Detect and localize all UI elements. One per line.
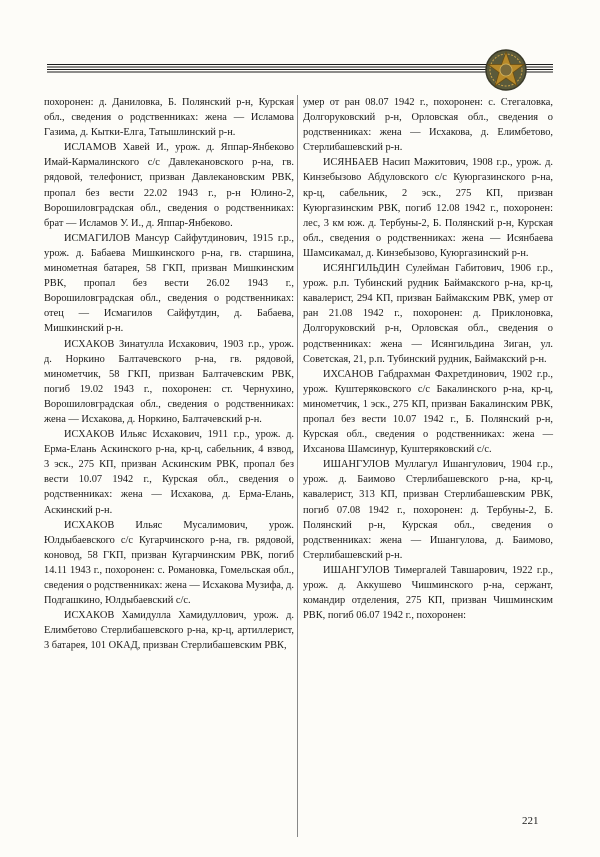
entry-continuation: умер от ран 08.07 1942 г., похоронен: с. Стегаловка, Долгоруковский р-н, Орловская обл., сведения о родственниках: жена — Исхакова, д. Елимбетово, Стерлибашевский р-н.: [303, 97, 553, 154]
entry-continuation: похоронен: д. Даниловка, Б. Полянский р-н, Курская обл., сведения о родственниках: жена — Исламова Газима, д. Кытки-Елга, Татышлинский р-н.: [44, 97, 294, 139]
entry-iskhakov-khamidulla: ИСХАКОВ Хамидулла Хамидуллович, урож. д. Елимбетово Стерлибашевского р-на, кр-ц, артиллерист, 3 батарея, 101 ОКАД, призван Стерлибашевским РВК,: [44, 610, 294, 652]
entry-iskhakov-ilyas-iskhakovich: ИСХАКОВ Ильяс Исхакович, 1911 г.р., урож. д. Ерма-Елань Аскинского р-на, кр-ц, сабельник, 4 взвод, 3 эск., 275 КП, призван Аскинским РВК, пропал без вести 10.07 1942 г., Курская обл., сведения о родственниках: жена — Исхакова, д. Ерма-Елань, Аскинский р-н.: [44, 429, 294, 516]
column-divider: [297, 95, 298, 837]
entry-isyangildin-suleyman: ИСЯНГИЛЬДИН Сулейман Габитович, 1906 г.р., урож. р.п. Тубинский рудник Баймакского р-на, кр-ц, кавалерист, 294 КП, призван Баймакским РВК, умер от ран 21.08 1942 г., похоронен: д. Приклоновка, Долгоруковский р-н, Орловская обл., сведения о родственниках: жена — Исянгильдина Зиган, ул. Советская, 21, р.п. Тубинский рудник, Баймакский р-н.: [303, 263, 553, 365]
header-stripes-left: [47, 64, 497, 74]
entry-ishangulov-mullagul: ИШАНГУЛОВ Муллагул Ишангулович, 1904 г.р., урож. д. Баимово Стерлибашевского р-на, кр-ц, кавалерист, 313 КП, призван Стерлибашевским РВК, погиб 07.08 1942 г., похоронен: д. Тербуны-2, Б. Полянский р-н, Курская обл., сведения о родственниках: жена — Ишангулова, д. Баимово, Стерлибашевский р-н.: [303, 459, 553, 561]
entry-isyanbaev-nasip: ИСЯНБАЕВ Насип Мажитович, 1908 г.р., урож. д. Кинзебызово Абдуловского с/с Куюргазинского р-на, кр-ц, сабельник, 2 эск., 275 КП, призван Куюргазинским РВК, погиб 12.08 1942 г., похоронен: лес, 3 км юж. д. Тербуны-2, Б. Полянский р-н, Курская обл., сведения о родственниках: жена — Исянбаева Шамсикамал, д. Кинзебызово, Куюргазинский р-н.: [303, 157, 553, 259]
entry-ismagilov-mansur: ИСМАГИЛОВ Мансур Сайфутдинович, 1915 г.р., урож. д. Бабаева Мишкинского р-на, гв. старшина, минометная батарея, 58 ГКП, призван Мишкинским РВК, пропал без вести 26.02 1943 г., Ворошиловградская обл., сведения о родственниках: отец — Исмагилов Сайфутдин, д. Бабаева, Мишкинский р-н.: [44, 232, 294, 335]
left-column: [44, 95, 294, 653]
entry-ishangulov-timergaley: ИШАНГУЛОВ Тимергалей Тавшарович, 1922 г.р., урож. д. Аккушево Чишминского р-на, сержант, командир отделения, 275 КП, призван Чишминским РВК, погиб 06.07 1942 г., похоронен:: [303, 564, 553, 622]
entry-islamov-khavey: ИСЛАМОВ Хавей И., урож. д. Яппар-Янбеково Имай-Кармалинского с/с Давлекановского р-на, гв. рядовой, телефонист, призван Давлекановским РВК, пропал без вести 22.02 1943 г., р-н Юлино-2, Ворошиловградская обл., сведения о родственниках: брат — Исламов У. И., д. Яппар-Янбеково.: [44, 142, 294, 229]
right-column: [303, 95, 553, 623]
page-number: 221: [522, 815, 539, 827]
entry-iskhakov-ilyas-musalimovich: ИСХАКОВ Ильяс Мусалимович, урож. Юлдыбаевского с/с Кугарчинского р-на, гв. рядовой, коновод, 58 ГКП, призван Кугарчинским РВК, погиб 14.11 1943 г., похоронен: с. Романовка, Гомельская обл., сведения о родственниках: жена — Исхакова Музифа, д. Подгашкино, Юлдыбаевский с/с.: [44, 519, 294, 607]
entry-iskhakov-zinatulla: ИСХАКОВ Зинатулла Исхакович, 1903 г.р., урож. д. Норкино Балтачевского р-на, гв. рядовой, минометчик, 58 ГКП, призван Балтачевским РВК, погиб 19.02 1943 г., похоронен: ст. Чернухино, Ворошиловградская обл., сведения о родственниках: жена — Исхакова, д. Норкино, Балтачевский р-н.: [44, 338, 294, 425]
entry-ikhsanov-gabdrakhman: ИХСАНОВ Габдрахман Фахретдинович, 1902 г.р., урож. Куштеряковского с/с Бакалинского р-на, кр-ц, минометчик, 1 эск., 275 КП, призван Бакалинским РВК, пропал без вести 10.07 1942 г., Б. Полянский р-н, Курская обл., сведения о родственниках: жена — Ихсанова Шамсинур, Куштеряковский с/с.: [303, 368, 553, 456]
soviet-star-emblem-icon: [484, 48, 528, 92]
